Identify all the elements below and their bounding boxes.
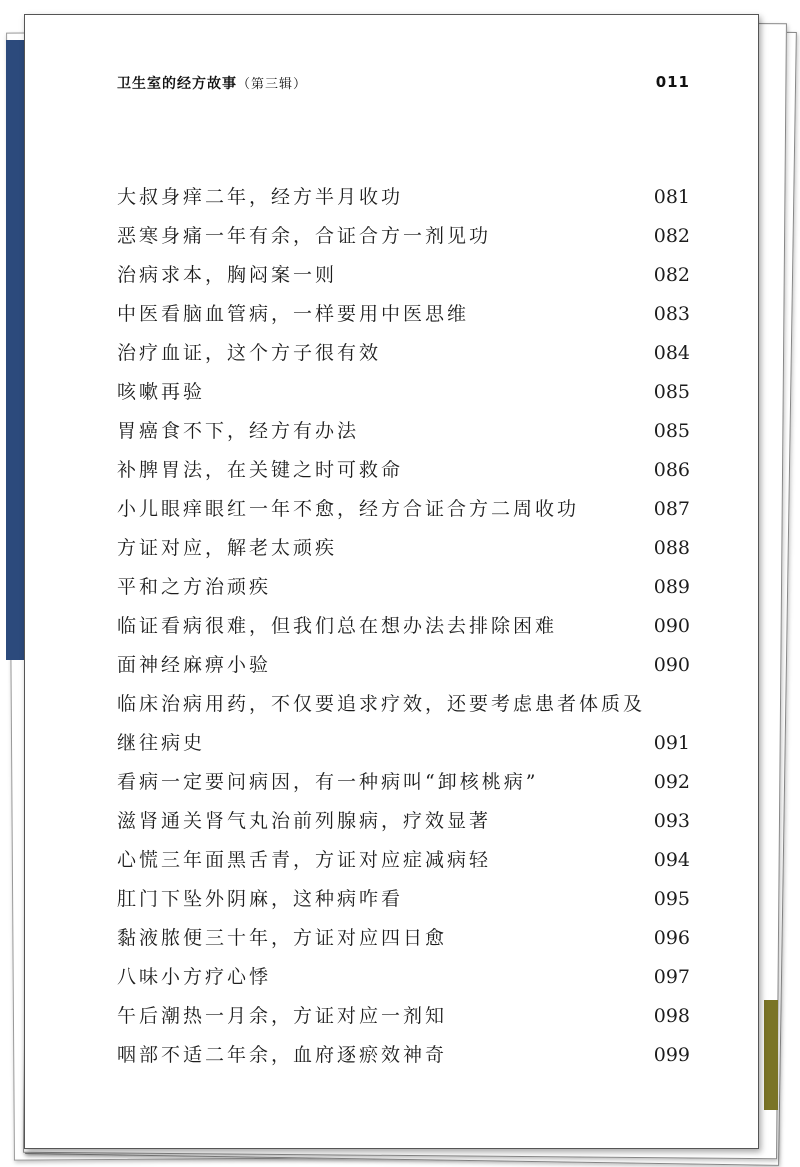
toc-entry-title: 平和之方治顽疾: [117, 576, 272, 598]
toc-entry: [117, 685, 690, 724]
toc-entry-title: 继往病史: [117, 732, 206, 754]
toc-entry: [117, 373, 690, 412]
toc-entry: [117, 958, 690, 997]
toc-entry: [117, 841, 690, 880]
toc-entry-title: 八味小方疗心悸: [117, 966, 272, 988]
book-page: [24, 14, 759, 1149]
toc-entry-title: 方证对应，解老太顽疾: [117, 537, 338, 559]
toc-entry-title: 治病求本，胸闷案一则: [117, 264, 338, 286]
toc-entry-page: 097: [653, 966, 690, 988]
table-of-contents: [117, 178, 690, 1075]
toc-entry-title: 中医看脑血管病，一样要用中医思维: [117, 303, 470, 325]
toc-entry-page: 087: [653, 498, 690, 520]
toc-entry: [117, 802, 690, 841]
toc-entry-title: 滋肾通关肾气丸治前列腺病，疗效显著: [117, 810, 492, 832]
toc-entry: [117, 295, 690, 334]
toc-entry-page: 099: [653, 1044, 690, 1066]
toc-entry-page: 084: [653, 342, 690, 364]
olive-cover-edge: [764, 1000, 778, 1110]
toc-entry: [117, 880, 690, 919]
toc-entry-title: 胃癌食不下，经方有办法: [117, 420, 360, 442]
toc-entry-title: 午后潮热一月余，方证对应一剂知: [117, 1005, 448, 1027]
toc-entry: [117, 997, 690, 1036]
toc-entry-title: 面神经麻痹小验: [117, 654, 272, 676]
toc-entry: [117, 568, 690, 607]
toc-entry: [117, 646, 690, 685]
toc-entry: [117, 178, 690, 217]
toc-entry-page: 093: [653, 810, 690, 832]
toc-entry: [117, 412, 690, 451]
toc-entry: [117, 607, 690, 646]
toc-entry-page: 082: [653, 264, 690, 286]
toc-entry-title: 治疗血证，这个方子很有效: [117, 342, 382, 364]
toc-entry-page: 090: [653, 615, 690, 637]
toc-entry: [117, 490, 690, 529]
toc-entry-title: 小儿眼痒眼红一年不愈，经方合证合方二周收功: [117, 498, 580, 520]
toc-entry-title: 肛门下坠外阴麻，这种病咋看: [117, 888, 404, 910]
toc-entry-page: 081: [653, 186, 690, 208]
toc-entry-page: 092: [653, 771, 690, 793]
toc-entry-page: 091: [653, 732, 690, 754]
page-number: 011: [655, 73, 690, 91]
toc-entry-title: 咽部不适二年余，血府逐瘀效神奇: [117, 1044, 448, 1066]
toc-entry-title: 咳嗽再验: [117, 381, 206, 403]
toc-entry: [117, 217, 690, 256]
toc-entry-title: 看病一定要问病因，有一种病叫“卸核桃病”: [117, 771, 539, 793]
toc-entry-page: 083: [653, 303, 690, 325]
toc-entry-page: 085: [653, 420, 690, 442]
book-title: 卫生室的经方故事: [117, 76, 237, 92]
book-subtitle: （第三辑）: [237, 77, 308, 92]
toc-entry-title: 心慌三年面黑舌青，方证对应症减病轻: [117, 849, 492, 871]
toc-entry-page: 085: [653, 381, 690, 403]
toc-entry: [117, 451, 690, 490]
running-header: [117, 73, 307, 93]
toc-entry-title: 黏液脓便三十年，方证对应四日愈: [117, 927, 448, 949]
toc-entry-title: 恶寒身痛一年有余，合证合方一剂见功: [117, 225, 492, 247]
toc-entry: [117, 256, 690, 295]
toc-entry: [117, 1036, 690, 1075]
toc-entry-page: 098: [653, 1005, 690, 1027]
toc-entry-page: 090: [653, 654, 690, 676]
toc-entry: [117, 763, 690, 802]
toc-entry-title: 临床治病用药，不仅要追求疗效，还要考虑患者体质及: [117, 693, 646, 715]
toc-entry-page: 095: [653, 888, 690, 910]
toc-entry-page: 088: [653, 537, 690, 559]
toc-entry-title: 临证看病很难，但我们总在想办法去排除困难: [117, 615, 558, 637]
toc-entry: [117, 919, 690, 958]
toc-entry-page: 096: [653, 927, 690, 949]
toc-entry: [117, 334, 690, 373]
toc-entry: [117, 724, 690, 763]
toc-entry-page: 082: [653, 225, 690, 247]
toc-entry-title: 补脾胃法，在关键之时可救命: [117, 459, 404, 481]
toc-entry-page: 086: [653, 459, 690, 481]
toc-entry-page: 094: [653, 849, 690, 871]
toc-entry-title: 大叔身痒二年，经方半月收功: [117, 186, 404, 208]
toc-entry-page: 089: [653, 576, 690, 598]
toc-entry: [117, 529, 690, 568]
